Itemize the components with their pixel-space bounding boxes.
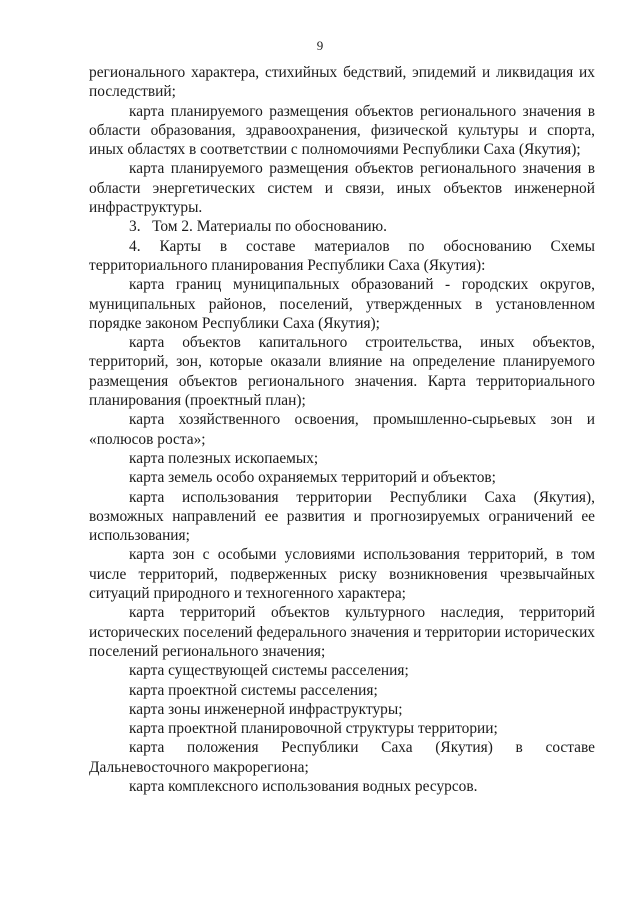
paragraph: карта объектов капитального строительства, иных объектов, территорий, зон, которые оказали влияние на определение планируемого размещения объектов регионального значения. Карта территориального планирования (проектный план); xyxy=(89,334,595,410)
paragraph: карта хозяйственного освоения, промышленно-сырьевых зон и «полюсов роста»; xyxy=(89,411,595,448)
paragraph: карта границ муниципальных образований - городских округов, муниципальных районов, поселений, утвержденных в установленном порядке законом Республики Саха (Якутия); xyxy=(89,276,595,332)
paragraph: карта положения Республики Саха (Якутия) в составе Дальневосточного макрорегиона; xyxy=(89,739,595,776)
paragraph: карта проектной планировочной структуры территории; xyxy=(129,720,498,738)
list-item-maps: 4. Карты в составе материалов по обоснованию Схемы территориального планирования Республики Саха (Якутия): xyxy=(89,237,595,274)
paragraph: карта планируемого размещения объектов регионального значения в области образования, здравоохранения, физической культуры и спорта, иных областях в соответствии с полномочиями Республики Саха (Якутия); xyxy=(89,102,595,159)
paragraph: регионального характера, стихийных бедствий, эпидемий и ликвидация их последствий; xyxy=(89,64,595,101)
paragraph: карта полезных ископаемых; xyxy=(129,449,319,467)
paragraph: карта зон с особыми условиями использования территорий, в том числе территорий, подверженных риску возникновения чрезвычайных ситуаций природного и техногенного характера; xyxy=(89,546,595,603)
paragraph: карта существующей системы расселения; xyxy=(129,662,409,680)
paragraph: карта использования территории Республики Саха (Якутия), возможных направлений ее развития и прогнозируемых ограничений ее использования; xyxy=(89,488,595,545)
paragraph: карта проектной системы расселения; xyxy=(129,681,378,699)
page-number: 9 xyxy=(316,38,324,53)
paragraph: карта земель особо охраняемых территорий и объектов; xyxy=(129,469,496,487)
list-item-volume-2: 3. Том 2. Материалы по обоснованию. xyxy=(129,218,388,236)
document-body xyxy=(89,63,595,796)
paragraph: карта территорий объектов культурного наследия, территорий исторических поселений федерального значения и территории исторических поселений регионального значения; xyxy=(89,604,595,660)
paragraph: карта зоны инженерной инфраструктуры; xyxy=(129,700,403,718)
paragraph: карта комплексного использования водных ресурсов. xyxy=(129,777,478,795)
paragraph: карта планируемого размещения объектов регионального значения в области энергетических систем и связи, иных объектов инженерной инфраструктуры. xyxy=(89,160,595,217)
